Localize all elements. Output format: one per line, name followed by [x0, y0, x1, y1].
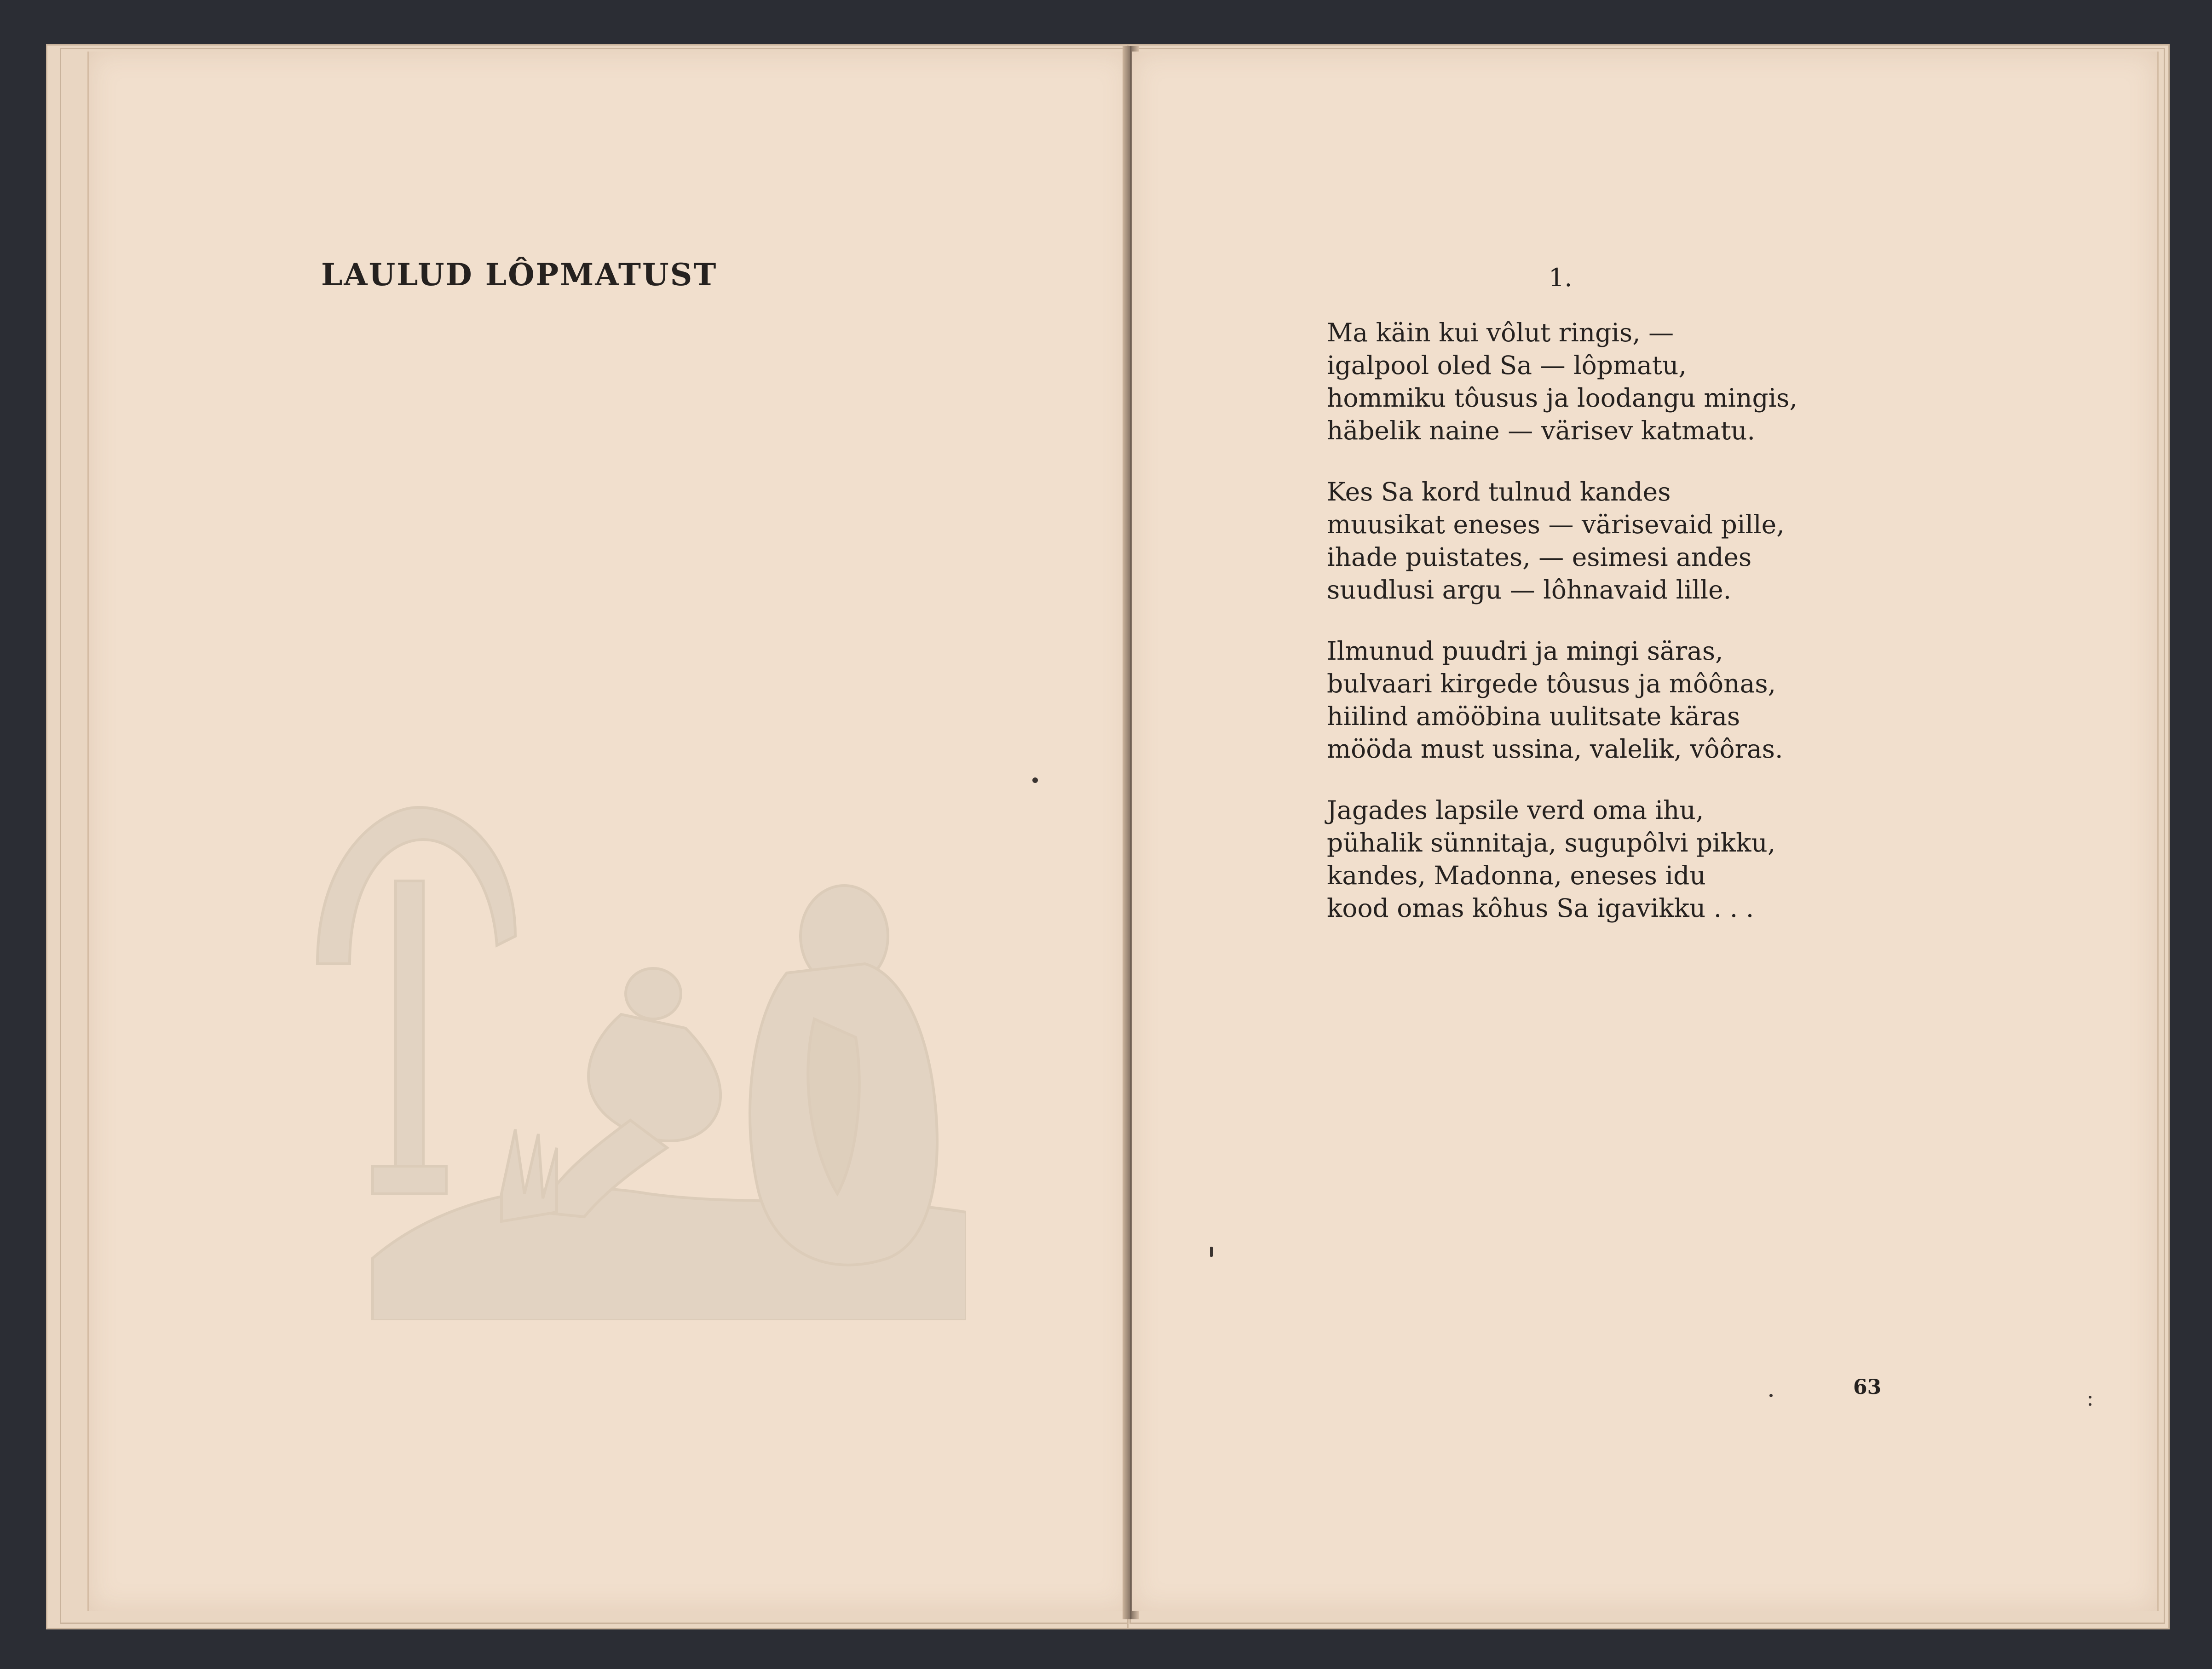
paper-speck: [1210, 1247, 1213, 1257]
poem-line: Ma käin kui vôlut ringis, —: [1327, 318, 1674, 347]
poem-number: 1.: [1549, 263, 1573, 292]
poem-line: hiilind amööbina uulitsate käras: [1327, 702, 1740, 731]
poem-line: Jagades lapsile verd oma ihu,: [1327, 795, 1704, 825]
paper-speck: [1769, 1394, 1773, 1397]
stanza: [1327, 476, 1833, 606]
poem-line: Ilmunud puudri ja mingi säras,: [1327, 636, 1723, 666]
poem-body: [1327, 317, 1833, 953]
poem-line: pühalik sünnitaja, sugupôlvi pikku,: [1327, 828, 1776, 858]
paper-speck: [1032, 777, 1038, 783]
stanza: [1327, 635, 1833, 765]
poem-line: bulvaari kirgede tôusus ja môônas,: [1327, 669, 1776, 698]
poem-line: suudlusi argu — lôhnavaid lille.: [1327, 575, 1732, 604]
poem-line: häbelik naine — värisev katmatu.: [1327, 416, 1755, 445]
poem-line: mööda must ussina, valelik, vôôras.: [1327, 734, 1783, 764]
paper-speck: [2089, 1396, 2091, 1399]
poem-line: igalpool oled Sa — lôpmatu,: [1327, 351, 1687, 380]
poem-line: kood omas kôhus Sa igavikku . . .: [1327, 893, 1754, 923]
poem-line: hommiku tôusus ja loodangu mingis,: [1327, 383, 1798, 413]
poem-line: muusikat eneses — värisevaid pille,: [1327, 510, 1785, 539]
paper-speck: [2089, 1403, 2091, 1406]
stanza: [1327, 794, 1833, 925]
poem-line: Kes Sa kord tulnud kandes: [1327, 477, 1671, 506]
poem-line: ihade puistates, — esimesi andes: [1327, 542, 1752, 572]
stanza: [1327, 317, 1833, 447]
section-title: LAULUD LÔPMATUST: [321, 257, 718, 293]
faded-woodcut-figures-illustration: [299, 798, 966, 1320]
page-number: 63: [1853, 1375, 1882, 1399]
poem-line: kandes, Madonna, eneses idu: [1327, 861, 1706, 890]
